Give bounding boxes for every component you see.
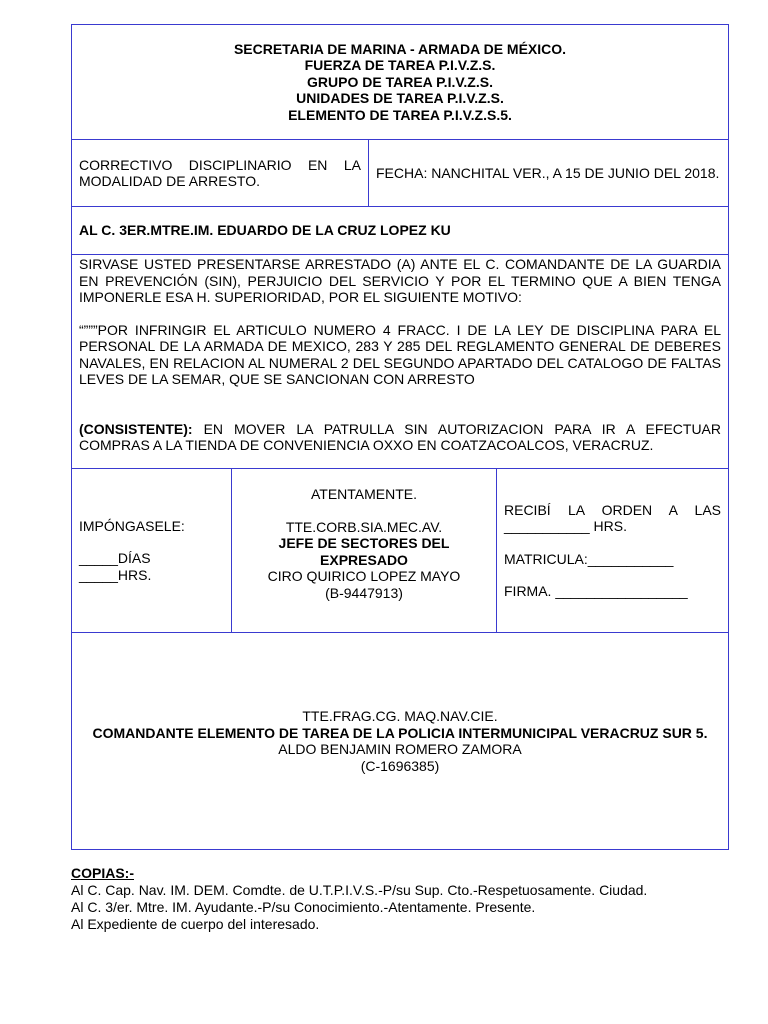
correctivo-cell: CORRECTIVO DISCIPLINARIO EN LA MODALIDAD DE ARRESTO. — [72, 140, 369, 207]
matricula-line: MATRICULA:___________ — [504, 550, 674, 567]
impongasele-label: IMPÓNGASELE: — [79, 517, 185, 534]
recipient-cell: AL C. 3ER.MTRE.IM. EDUARDO DE LA CRUZ LOPEZ KU — [72, 207, 729, 255]
signer-title: JEFE DE SECTORES DEL EXPRESADO — [278, 535, 450, 568]
copias-line-2: Al C. 3/er. Mtre. IM. Ayudante.-P/su Conocimiento.-Atentamente. Presente. — [71, 899, 536, 915]
commander-cell — [72, 633, 729, 850]
recibi-line: RECIBÍ LA ORDEN A LAS ___________ HRS. — [504, 501, 721, 534]
copias-line-3: Al Expediente de cuerpo del interesado. — [71, 916, 320, 932]
signer-cell — [232, 469, 497, 633]
commander-name: ALDO BENJAMIN ROMERO ZAMORA — [278, 741, 522, 757]
commander-rank: TTE.FRAG.CG. MAQ.NAV.CIE. — [302, 708, 498, 724]
recipient-row — [72, 207, 729, 255]
firma-line: FIRMA. _________________ — [504, 583, 688, 599]
paragraph-2: “”””POR INFRINGIR EL ARTICULO NUMERO 4 FRACC. I DE LA LEY DE DISCIPLINA PARA EL PERSONAL DE LA ARMADA DE MEXICO, 283 Y 285 DEL REGLAMENTO GENERAL DE DEBERES NAVALES, EN RELACION AL NUMERAL 2 DEL SEGUNDO APARTADO DEL CATALOGO DE FALTAS LEVES DE LA SEMAR, QUE SE SANCIONAN CON ARRESTO — [79, 321, 721, 387]
atentamente-text: ATENTAMENTE. — [310, 486, 418, 502]
commander-row — [72, 633, 729, 850]
fecha-cell: FECHA: NANCHITAL VER., A 15 DE JUNIO DEL 2018. — [369, 140, 729, 207]
consistente-text: EN MOVER LA PATRULLA SIN AUTORIZACION PARA IR A EFECTUAR COMPRAS A LA TIENDA DE CONVENIENCIA OXXO EN COATZACOALCOS, VERACRUZ. — [79, 420, 721, 453]
commander-id: (C-1696385) — [360, 757, 440, 774]
paragraph-1: SIRVASE USTED PRESENTARSE ARRESTADO (A) ANTE EL C. COMANDANTE DE LA GUARDIA EN PREVENCIÓN (SIN), PERJUICIO DEL SERVICIO Y POR EL TERMINO QUE A BIEN TENGA IMPONERLE ESA H. SUPERIORIDAD, POR EL SIGUIENTE MOTIVO: — [79, 256, 721, 305]
copias-title: COPIAS:- — [71, 865, 134, 881]
receipt-cell — [497, 469, 729, 633]
consistente-label: (CONSISTENTE): — [79, 420, 193, 437]
header-line-3: GRUPO DE TAREA P.I.V.Z.S. — [307, 73, 493, 90]
body-row — [72, 255, 729, 469]
signer-name: CIRO QUIRICO LOPEZ MAYO — [267, 568, 461, 584]
info-row — [72, 140, 729, 207]
header-row — [72, 25, 729, 140]
header-cell — [72, 25, 729, 140]
copias-section — [71, 865, 731, 933]
header-line-5: ELEMENTO DE TAREA P.I.V.Z.S.5. — [288, 106, 512, 123]
dias-hrs-line: _____DÍAS _____HRS. — [79, 550, 152, 583]
sign-row — [72, 469, 729, 633]
copias-line-1: Al C. Cap. Nav. IM. DEM. Comdte. de U.T.P.I.V.S.-P/su Sup. Cto.-Respetuosamente. Ciudad. — [71, 882, 648, 898]
paragraph-consistente — [79, 421, 721, 454]
imposition-cell — [72, 469, 232, 633]
header-line-2: FUERZA DE TAREA P.I.V.Z.S. — [304, 57, 496, 74]
signer-id: (B-9447913) — [325, 584, 403, 601]
body-cell — [72, 255, 729, 469]
signer-rank: TTE.CORB.SIA.MEC.AV. — [285, 518, 443, 535]
header-line-1: SECRETARIA DE MARINA - ARMADA DE MÉXICO. — [233, 40, 567, 57]
arrest-order-form — [71, 24, 729, 850]
commander-title: COMANDANTE ELEMENTO DE TAREA DE LA POLICIA INTERMUNICIPAL VERACRUZ SUR 5. — [92, 724, 708, 741]
header-line-4: UNIDADES DE TAREA P.I.V.Z.S. — [296, 90, 504, 107]
